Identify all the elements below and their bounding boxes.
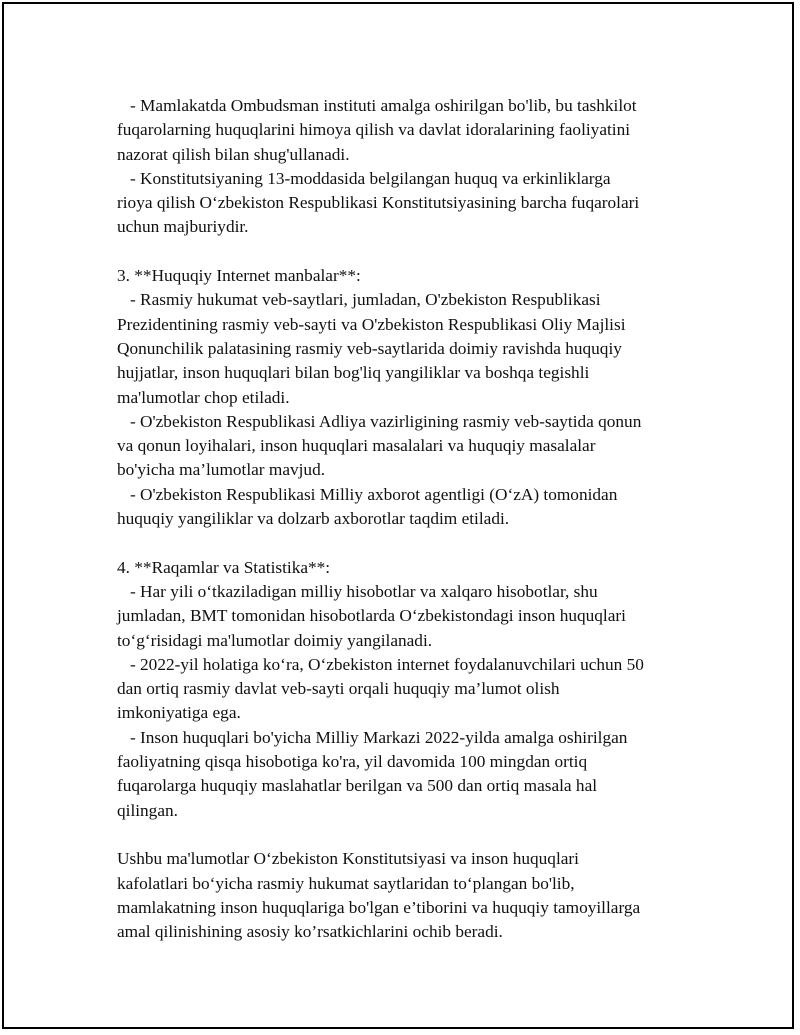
paragraph-ombudsman — [117, 94, 697, 240]
text-line: dan ortiq rasmiy davlat veb-sayti orqali huquqiy ma’lumot olish — [117, 679, 560, 699]
text-line: - 2022-yil holatiga ko‘ra, O‘zbekiston internet foydalanuvchilari uchun 50 — [117, 654, 644, 674]
text-line: - O'zbekiston Respublikasi Adliya vazirligining rasmiy veb-saytida qonun — [117, 411, 642, 431]
text-line: uchun majburiydir. — [117, 217, 249, 237]
text-line: fuqarolarning huquqlarini himoya qilish va davlat idoralarining faoliyatini — [117, 120, 631, 140]
text-line: imkoniyatiga ega. — [117, 703, 241, 723]
text-line: - O'zbekiston Respublikasi Milliy axborot agentligi (O‘zA) tomonidan — [117, 484, 618, 504]
text-line: qilingan. — [117, 800, 178, 820]
text-line: to‘g‘risidagi ma'lumotlar doimiy yangilanadi. — [117, 630, 433, 650]
paragraph-gap — [117, 823, 697, 847]
text-line: - Mamlakatda Ombudsman instituti amalga oshirilgan bo'lib, bu tashkilot — [117, 96, 637, 115]
text-line: va qonun loyihalari, inson huquqlari masalalari va huquqiy masalalar — [117, 436, 596, 456]
text-line: kafolatlari bo‘yicha rasmiy hukumat saytlaridan to‘plangan bo'lib, — [117, 873, 575, 893]
section-heading: 3. **Huquqiy Internet manbalar**: — [117, 266, 361, 286]
text-line: rioya qilish O‘zbekiston Respublikasi Konstitutsiyasining barcha fuqarolari — [117, 193, 640, 213]
text-line: - Inson huquqlari bo'yicha Milliy Markazi 2022-yilda amalga oshirilgan — [117, 727, 628, 747]
section-heading: 4. **Raqamlar va Statistika**: — [117, 557, 331, 577]
text-line: Qonunchilik palatasining rasmiy veb-saytlarida doimiy ravishda huquqiy — [117, 338, 622, 358]
paragraph-gap — [117, 240, 697, 264]
text-line: bo'yicha ma’lumotlar mavjud. — [117, 460, 326, 480]
text-line: amal qilinishining asosiy ko’rsatkichlarini ochib beradi. — [117, 922, 503, 942]
text-line: nazorat qilish bilan shug'ullanadi. — [117, 144, 350, 164]
text-line: mamlakatning inson huquqlariga bo'lgan e’tiborini va huquqiy tamoyillarga — [117, 897, 641, 917]
text-line: Ushbu ma'lumotlar O‘zbekiston Konstitutsiyasi va inson huquqlari — [117, 849, 579, 869]
text-line: Prezidentining rasmiy veb-sayti va O'zbekiston Respublikasi Oliy Majlisi — [117, 314, 626, 334]
text-line: fuqarolarga huquqiy maslahatlar berilgan va 500 dan ortiq masala hal — [117, 776, 598, 796]
paragraph-conclusion — [117, 847, 697, 944]
text-line: faoliyatning qisqa hisobotiga ko'ra, yil davomida 100 mingdan ortiq — [117, 752, 588, 772]
text-line: ma'lumotlar chop etiladi. — [117, 387, 290, 407]
section-statistics — [117, 556, 697, 823]
text-line: hujjatlar, inson huquqlari bilan bog'liq yangiliklar va boshqa tegishli — [117, 363, 590, 383]
text-line: - Konstitutsiyaning 13-moddasida belgilangan huquq va erkinliklarga — [117, 168, 611, 188]
paragraph-gap — [117, 531, 697, 555]
text-line: - Rasmiy hukumat veb-saytlari, jumladan, O'zbekiston Respublikasi — [117, 290, 601, 310]
section-internet-sources — [117, 264, 697, 531]
text-line: huquqiy yangiliklar va dolzarb axborotlar taqdim etiladi. — [117, 509, 510, 529]
text-line: jumladan, BMT tomonidan hisobotlarda O‘zbekistondagi inson huquqlari — [117, 606, 626, 626]
document-body — [117, 94, 697, 944]
text-line: - Har yili o‘tkaziladigan milliy hisobotlar va xalqaro hisobotlar, shu — [117, 581, 598, 601]
